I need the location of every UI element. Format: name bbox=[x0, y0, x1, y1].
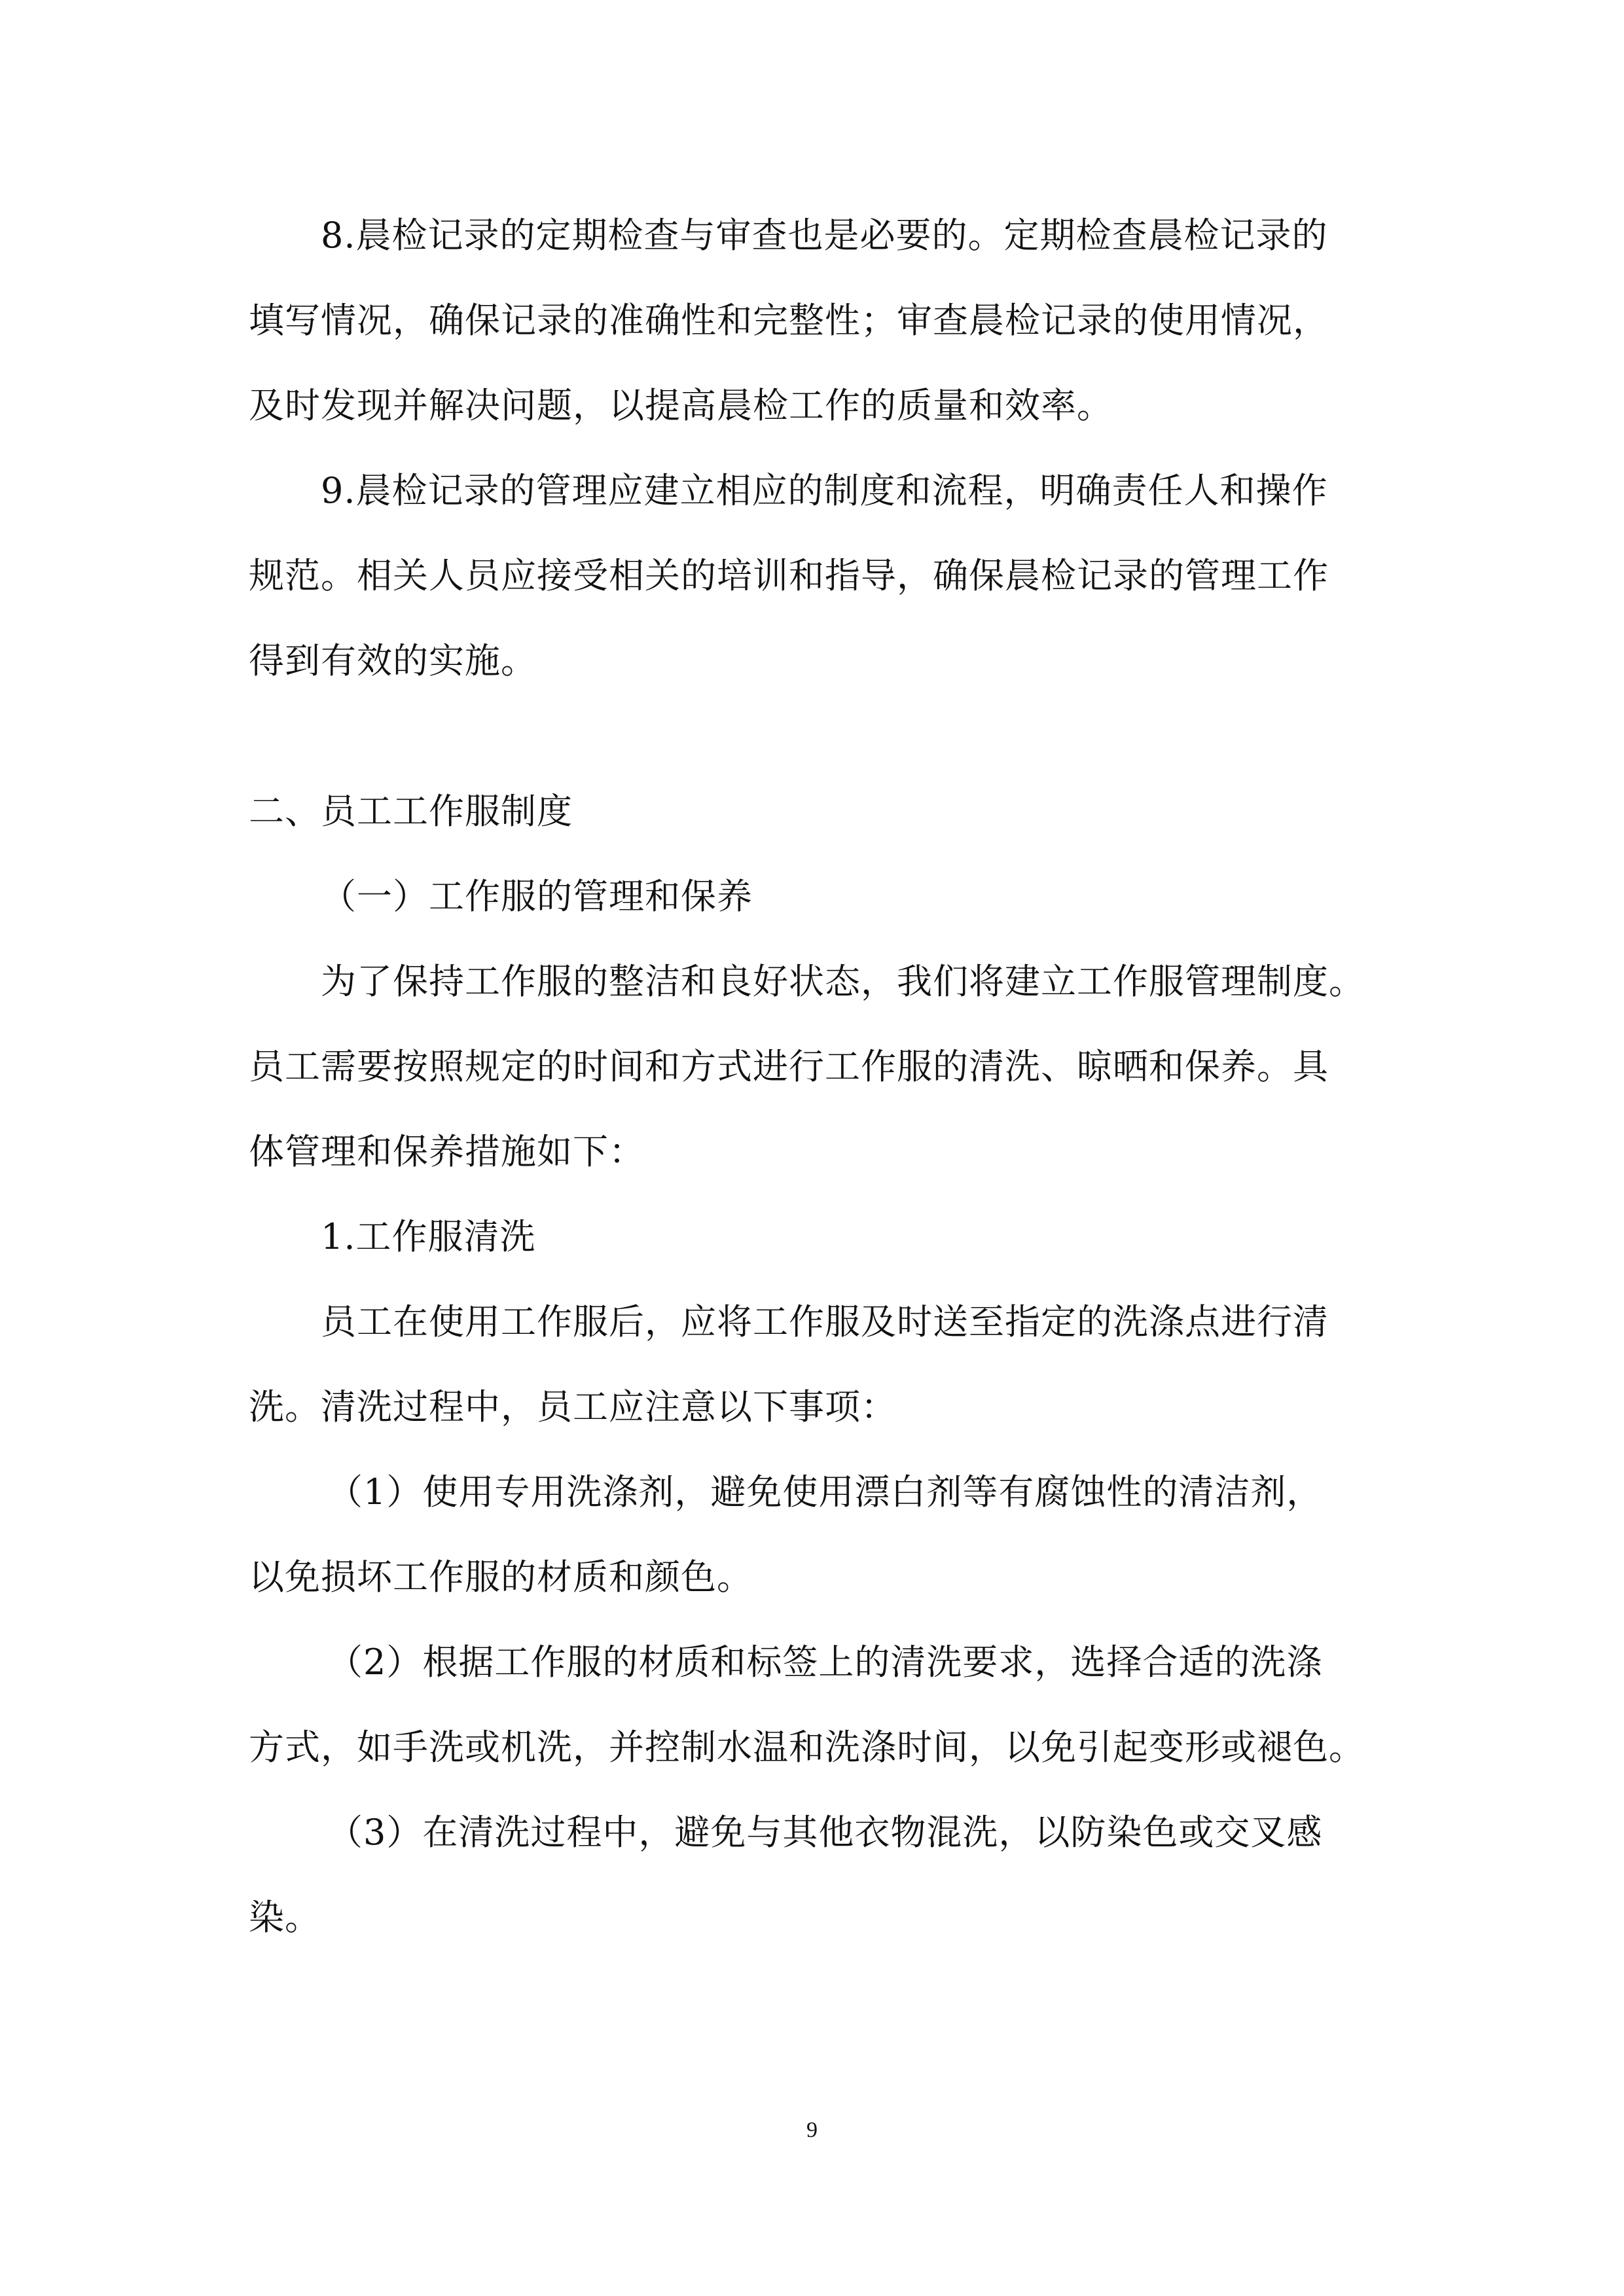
paragraph-8-line-1: 8.晨检记录的定期检查与审查也是必要的。定期检查晨检记录的 bbox=[321, 215, 1328, 256]
washing-line-2: 洗。清洗过程中，员工应注意以下事项： bbox=[249, 1386, 897, 1427]
paragraph-8-line-2: 填写情况，确保记录的准确性和完整性；审查晨检记录的使用情况， bbox=[249, 300, 1329, 341]
item-heading-1: 1.工作服清洗 bbox=[321, 1216, 536, 1257]
subsection-heading: （一）工作服的管理和保养 bbox=[321, 876, 753, 917]
page-number: 9 bbox=[806, 2118, 818, 2142]
intro-line-2: 员工需要按照规定的时间和方式进行工作服的清洗、晾晒和保养。具 bbox=[249, 1046, 1329, 1087]
rule-1-line-2: 以免损坏工作服的材质和颜色。 bbox=[249, 1556, 753, 1598]
rule-2-line-2: 方式，如手洗或机洗，并控制水温和洗涤时间，以免引起变形或褪色。 bbox=[249, 1727, 1365, 1768]
paragraph-8-line-3: 及时发现并解决问题，以提高晨检工作的质量和效率。 bbox=[249, 385, 1113, 426]
paragraph-9-line-2: 规范。相关人员应接受相关的培训和指导，确保晨检记录的管理工作 bbox=[249, 555, 1329, 596]
paragraph-9-line-3: 得到有效的实施。 bbox=[249, 640, 537, 681]
rule-3-line-2: 染。 bbox=[249, 1897, 321, 1938]
rule-1-line-1: （1）使用专用洗涤剂，避免使用漂白剂等有腐蚀性的清洁剂， bbox=[327, 1471, 1323, 1513]
section-heading: 二、员工工作服制度 bbox=[249, 791, 573, 832]
paragraph-9-line-1: 9.晨检记录的管理应建立相应的制度和流程，明确责任人和操作 bbox=[321, 470, 1328, 511]
washing-line-1: 员工在使用工作服后，应将工作服及时送至指定的洗涤点进行清 bbox=[321, 1301, 1329, 1342]
intro-line-3: 体管理和保养措施如下： bbox=[249, 1131, 645, 1172]
rule-3-line-1: （3）在清洗过程中，避免与其他衣物混洗，以防染色或交叉感 bbox=[327, 1812, 1323, 1853]
intro-line-1: 为了保持工作服的整洁和良好状态，我们将建立工作服管理制度。 bbox=[321, 961, 1365, 1002]
rule-2-line-1: （2）根据工作服的材质和标签上的清洗要求，选择合适的洗涤 bbox=[327, 1641, 1323, 1683]
